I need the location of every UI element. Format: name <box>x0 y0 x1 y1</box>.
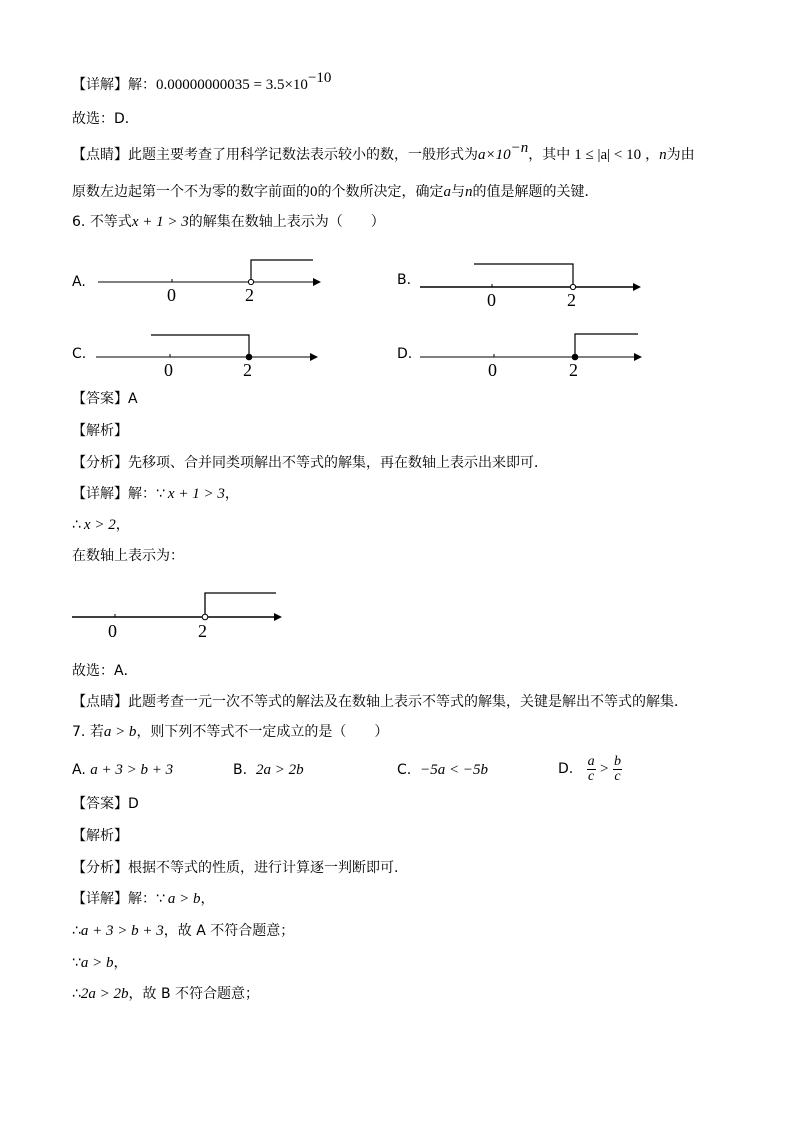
detail-6 <box>72 484 239 504</box>
dianjing-text-c: ， <box>645 147 660 163</box>
step-expr: a + 3 > b + 3 <box>80 923 164 939</box>
choose-d-line: 故选：D． <box>72 111 139 127</box>
var-a: a <box>443 184 451 200</box>
step-suffix: ，故 A 不符合题意； <box>163 923 295 939</box>
var-n: n <box>659 147 667 163</box>
answer-value: D <box>128 796 139 812</box>
q6-number: 6. <box>72 214 86 230</box>
dianjing-tag: 【点睛】 <box>72 694 128 710</box>
answer-tag: 【答案】 <box>72 391 128 407</box>
dianjing2-text-c: 与 <box>451 184 465 200</box>
number-line-c <box>96 335 318 380</box>
number-line-answer <box>72 593 282 641</box>
dianjing-6 <box>72 692 688 712</box>
analysis-tag: 【分析】 <box>72 860 128 876</box>
analysis-7 <box>72 858 398 878</box>
jiexi-7: 【解析】 <box>72 828 128 844</box>
q6-option-b-label: B. <box>397 272 412 288</box>
var-n-2: n <box>465 184 473 200</box>
step-7a <box>72 921 294 941</box>
step-suffix: ， <box>113 955 128 971</box>
analysis-tag: 【分析】 <box>72 455 128 471</box>
number-line-d <box>420 334 642 380</box>
detail-prefix: 解：∵ <box>128 486 165 502</box>
q6-expr: x + 1 > 3 <box>131 214 189 230</box>
q6-option-c-label: C. <box>72 346 87 362</box>
dianjing-text-b: ，其中 <box>528 147 571 163</box>
choose-a-line: 故选：A． <box>72 663 138 679</box>
dianjing-text: 此题考查一元一次不等式的解法及在数轴上表示不等式的解集，关键是解出不等式的解集． <box>128 694 688 710</box>
detail-tag: 【详解】 <box>72 891 128 907</box>
step-expr: 2a > 2b <box>80 986 129 1002</box>
q6-option-a-label: A. <box>72 274 86 290</box>
question-7 <box>72 722 388 742</box>
analysis-6 <box>72 453 548 473</box>
number-line-a <box>98 260 321 305</box>
fraction-a-over-c <box>587 755 596 784</box>
detail-suffix: ， <box>224 486 239 502</box>
analysis-text: 根据不等式的性质，进行计算逐一判断即可. <box>128 860 399 876</box>
answer-tag: 【答案】 <box>72 796 128 812</box>
therefore-expr: x > 2 <box>83 517 116 533</box>
q6-option-d-label: D. <box>397 346 413 362</box>
step-7b <box>72 953 128 973</box>
range-expr: 1 ≤ |a| < 10 <box>574 147 642 163</box>
detail-prefix: 解： <box>128 77 156 93</box>
analysis-text: 先移项、合并同类项解出不等式的解集，再在数轴上表示出来即可． <box>128 455 548 471</box>
tick-0: 0 <box>108 621 117 641</box>
tick-0: 0 <box>488 360 497 380</box>
therefore-symbol: ∴ <box>72 923 81 939</box>
gt-sign: > <box>600 761 609 777</box>
q7-option-b-expr: 2a > 2b <box>255 762 304 778</box>
answer-7 <box>72 794 139 814</box>
step-suffix: ，故 B 不符合题意； <box>128 986 260 1002</box>
q6-text-b: 的解集在数轴上表示为（ ） <box>188 214 385 230</box>
detail-expr: x + 1 > 3 <box>167 486 225 502</box>
dianjing2-text-a: 原数左边起第一个不为零的数字前面的 <box>72 184 310 200</box>
dianjing2-text-d: 的值是解题的关键． <box>472 184 599 200</box>
axis-text: 在数轴上表示为： <box>72 548 184 564</box>
therefore-symbol: ∴ <box>72 517 81 533</box>
frac-den: c <box>614 768 621 784</box>
q7-option-a-expr: a + 3 > b + 3 <box>90 762 174 778</box>
therefore-6 <box>72 515 130 535</box>
tick-2: 2 <box>245 285 254 305</box>
q7-option-d <box>558 750 622 788</box>
sci-form-exp: −n <box>510 140 529 156</box>
detail-suffix: ， <box>200 891 215 907</box>
frac-num: a <box>587 753 595 769</box>
number-line-b <box>420 264 641 310</box>
digit-zero: 0 <box>310 184 318 200</box>
q7-option-c-expr: −5a < −5b <box>420 762 489 778</box>
tick-2: 2 <box>243 360 252 380</box>
jiexi-6: 【解析】 <box>72 423 128 439</box>
frac-num: b <box>613 753 621 769</box>
q7-number: 7. <box>72 724 86 740</box>
detail-7 <box>72 889 215 909</box>
step-7c <box>72 984 259 1004</box>
q7-cond: a > b <box>103 724 137 740</box>
because-symbol: ∵ <box>72 955 81 971</box>
q7-option-b-label: B. <box>233 762 248 778</box>
detail-number: 0.00000000035 <box>156 77 250 93</box>
dianjing-text-d: 为由 <box>666 147 695 163</box>
dianjing-text: 此题主要考查了用科学记数法表示较小的数，一般形式为 <box>128 147 478 163</box>
q7-option-c <box>397 760 488 780</box>
q6-text-a: 不等式 <box>89 214 132 230</box>
tick-2: 2 <box>569 360 578 380</box>
tick-0: 0 <box>487 290 496 310</box>
answer-value: A <box>128 391 138 407</box>
sci-form: a×10 <box>478 147 511 163</box>
detail-prefix: 解：∵ <box>128 891 165 907</box>
dianjing2-text-b: 的个数所决定，确定 <box>317 184 444 200</box>
step-expr: a > b <box>80 955 114 971</box>
therefore-suffix: ， <box>115 517 130 533</box>
frac-den: c <box>587 768 595 784</box>
detail-result: 3.5×10 <box>265 77 308 93</box>
detail-expr: a > b <box>167 891 201 907</box>
q7-option-c-label: C. <box>397 762 412 778</box>
detail-tag: 【详解】 <box>72 77 128 93</box>
q7-option-a <box>72 760 173 780</box>
tick-0: 0 <box>164 360 173 380</box>
detail-eq: = <box>249 77 266 93</box>
tick-0: 0 <box>167 285 176 305</box>
q7-option-a-label: A. <box>72 762 86 778</box>
q7-text-b: ，则下列不等式不一定成立的是（ ） <box>136 724 389 740</box>
q7-option-d-label: D. <box>558 761 574 777</box>
fraction-b-over-c <box>613 755 622 784</box>
tick-2: 2 <box>198 621 207 641</box>
q7-option-b <box>233 760 304 780</box>
tick-2: 2 <box>567 290 576 310</box>
dianjing-tag: 【点睛】 <box>72 147 128 163</box>
detail-exp: −10 <box>307 70 332 86</box>
q7-text-a: 若 <box>89 724 104 740</box>
answer-6 <box>72 389 138 409</box>
therefore-symbol: ∴ <box>72 986 81 1002</box>
detail-tag: 【详解】 <box>72 486 128 502</box>
